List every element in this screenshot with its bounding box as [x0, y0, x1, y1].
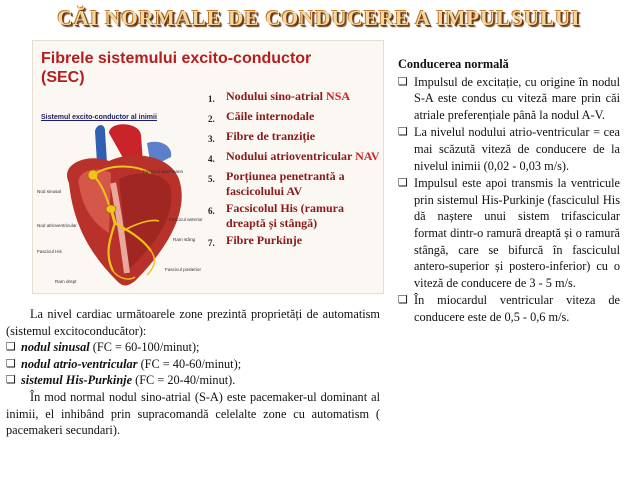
- checkbox-bullet-icon: ❑: [6, 373, 16, 387]
- automatism-item: ❑ nodul sinusal (FC = 60-100/minut);: [6, 340, 200, 355]
- label-nod-av: Nod atrioventricular: [37, 223, 77, 228]
- heart-illustration: [39, 123, 209, 291]
- legend-item: 3. Fibre de tranziție: [208, 129, 316, 144]
- label-fascicul-posterior: Fascicul posterior: [165, 267, 201, 272]
- legend-item: 1. Nodului sino-atrial NSA: [208, 89, 351, 104]
- automatism-item: ❑ nodul atrio-ventricular (FC = 40-60/minut);: [6, 356, 242, 371]
- normal-conduction-heading: Conducerea normală: [398, 57, 509, 71]
- automatism-text: [6, 306, 380, 439]
- label-nod-sinusal: Nod sinusal: [37, 189, 62, 194]
- slide-title: CĂI NORMALE DE CONDUCERE A IMPULSULUI: [57, 6, 581, 30]
- checkbox-bullet-icon: ❑: [398, 176, 408, 190]
- figure-legend: [208, 89, 380, 253]
- normal-conduction-column: [398, 56, 620, 327]
- figure-heading: [41, 49, 311, 87]
- automatism-outro: În mod normal nodul sino-atrial (S-A) este pacemaker-ul dominant al inimii, el inhibând prin supracomandă celelalte zone cu automatism ( pacemakeri secundari).: [6, 389, 380, 438]
- automatism-item: ❑ sistemul His-Purkinje (FC = 20-40/minut).: [6, 373, 236, 388]
- checkbox-bullet-icon: ❑: [6, 340, 16, 354]
- figure-caption: Sistemul excito-conductor al inimii: [41, 114, 157, 121]
- checkbox-bullet-icon: ❑: [6, 356, 16, 370]
- legend-item: 6. Facsicolul His (ramura dreaptă și stângă): [208, 201, 344, 230]
- checkbox-bullet-icon: ❑: [398, 125, 408, 139]
- label-ram-stang: Ram stâng: [173, 237, 196, 242]
- figure-heading-line2: (SEC): [41, 69, 85, 86]
- label-ram-drept: Ram drept: [55, 279, 77, 284]
- legend-item: 7. Fibre Purkinje: [208, 233, 303, 248]
- conduction-item: ❑ Impulsul de excitație, cu origine în nodul S-A este condus cu viteză mare prin căi atriale preferențiale până la nodul A-V.: [398, 74, 620, 122]
- conduction-item: ❑ În miocardul ventricular viteza de conducere este de 0,5 - 0,6 m/s.: [398, 293, 620, 324]
- legend-item: 4. Nodului atrioventricular NAV: [208, 149, 380, 164]
- vena-cava-shape: [95, 125, 107, 163]
- automatism-intro: La nivel cardiac următoarele zone prezintă proprietăți de automatism (sistemul excitoconducător):: [6, 307, 380, 338]
- figure-heading-line1: Fibrele sistemului excito-conductor: [41, 50, 312, 67]
- label-fascicul-anterior: Fascicul anterior: [169, 217, 203, 222]
- label-fascicul-his: Fascicul His: [37, 249, 62, 254]
- checkbox-bullet-icon: ❑: [398, 74, 408, 88]
- checkbox-bullet-icon: ❑: [398, 293, 408, 307]
- legend-item: 2. Căile internodale: [208, 109, 315, 124]
- legend-item: 5. Porțiunea penetrantă a fascicolului AV: [208, 169, 345, 198]
- conduction-item: ❑ La nivelul nodului atrio-ventricular = cea mai scăzută viteză de conducere de la nivelul inimii (0,02 - 0,03 m/s).: [398, 125, 620, 173]
- label-fascicul-bachmann: Fascicul Bachmann: [143, 169, 184, 174]
- conduction-item: ❑ Impulsul este apoi transmis la ventricule prin sistemul His-Purkinje (fasciculul His dă naștere unui sistem trifascicular format dintr-o ramură dreaptă și o ramură stângă, care se bifurcă în fasciculul antero-superior și postero-inferior) cu o viteză de conducere de 3 - 5 m/s.: [398, 176, 620, 290]
- conduction-system-figure: [32, 40, 384, 294]
